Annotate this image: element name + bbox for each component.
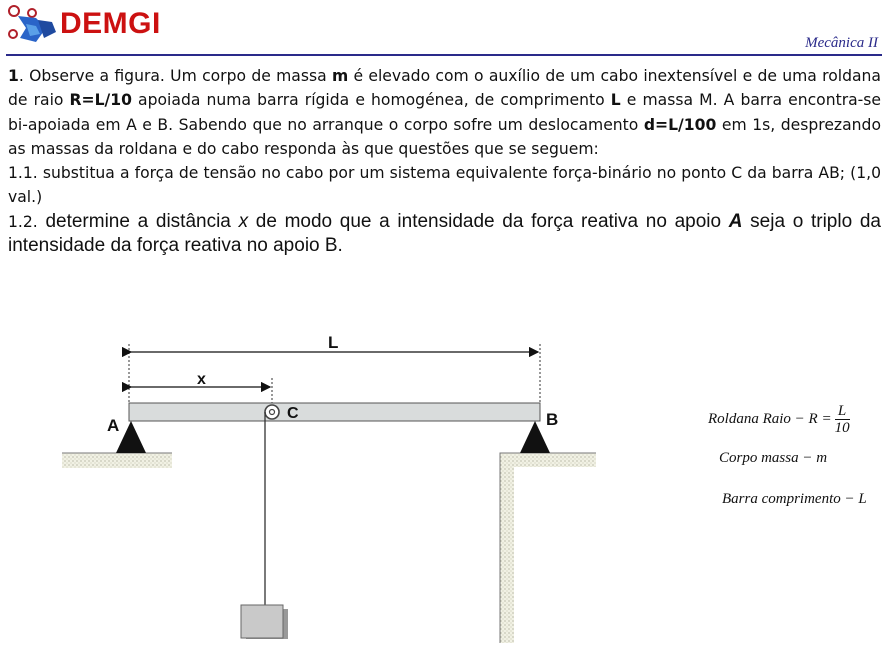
legend-barra: Barra comprimento − L [722,491,867,507]
question-1-1: 1.1. substitua a força de tensão no cabo por um sistema equivalente força-binário no ponto C da barra AB; (1,0 val.) [8,164,881,207]
displacement-value: d=L/100 [643,115,717,134]
beam-AB [129,403,540,421]
problem-statement [8,64,881,258]
length-symbol: L [610,91,621,110]
support-A [116,421,146,453]
label-C: C [287,405,299,422]
radius-fraction: $\frac{L}{10}$ [834,403,850,436]
mass-block [241,605,283,638]
question-1-2: 1.2. determine a distância x de modo que a intensidade da força reativa no apoio A seja o triplo da intensidade da força reativa no apoio B. [8,210,881,257]
demgi-logo-icon [6,4,60,48]
ground-right-edge [500,453,596,643]
mass-symbol: m [331,67,349,85]
pulley [265,405,279,419]
label-B: B [546,410,559,429]
problem-number: 1 [8,67,19,85]
ground-right [500,453,596,643]
radius-value: R=L/10 [69,91,132,110]
label-x: x [197,371,206,388]
legend-corpo: Corpo massa − m [719,450,828,466]
label-A: A [107,416,120,435]
beam-figure [0,300,888,645]
logo-text: DEMGI [60,7,161,40]
problem-intro: 1. Observe a figura. Um corpo de massa m é elevado com o auxílio de um cabo inextensível e de uma roldana de raio R=L/10 apoiada numa barra rígida e homogénea, de comprimento L e massa M. A barra encontra-se bi-apoiada em A e B. Sabendo que no arranque o corpo sofre um deslocamento d=L/100 em 1s, desprezando as massas da roldana e do cabo responda às que questões que se seguem: [8,67,882,158]
ground-left [62,453,172,468]
legend-roldana: Roldana Raio − R = $\frac{L}{10}$ [708,403,850,436]
course-title: Mecânica II [805,35,878,51]
label-L: L [328,333,339,352]
header-divider [6,54,882,56]
